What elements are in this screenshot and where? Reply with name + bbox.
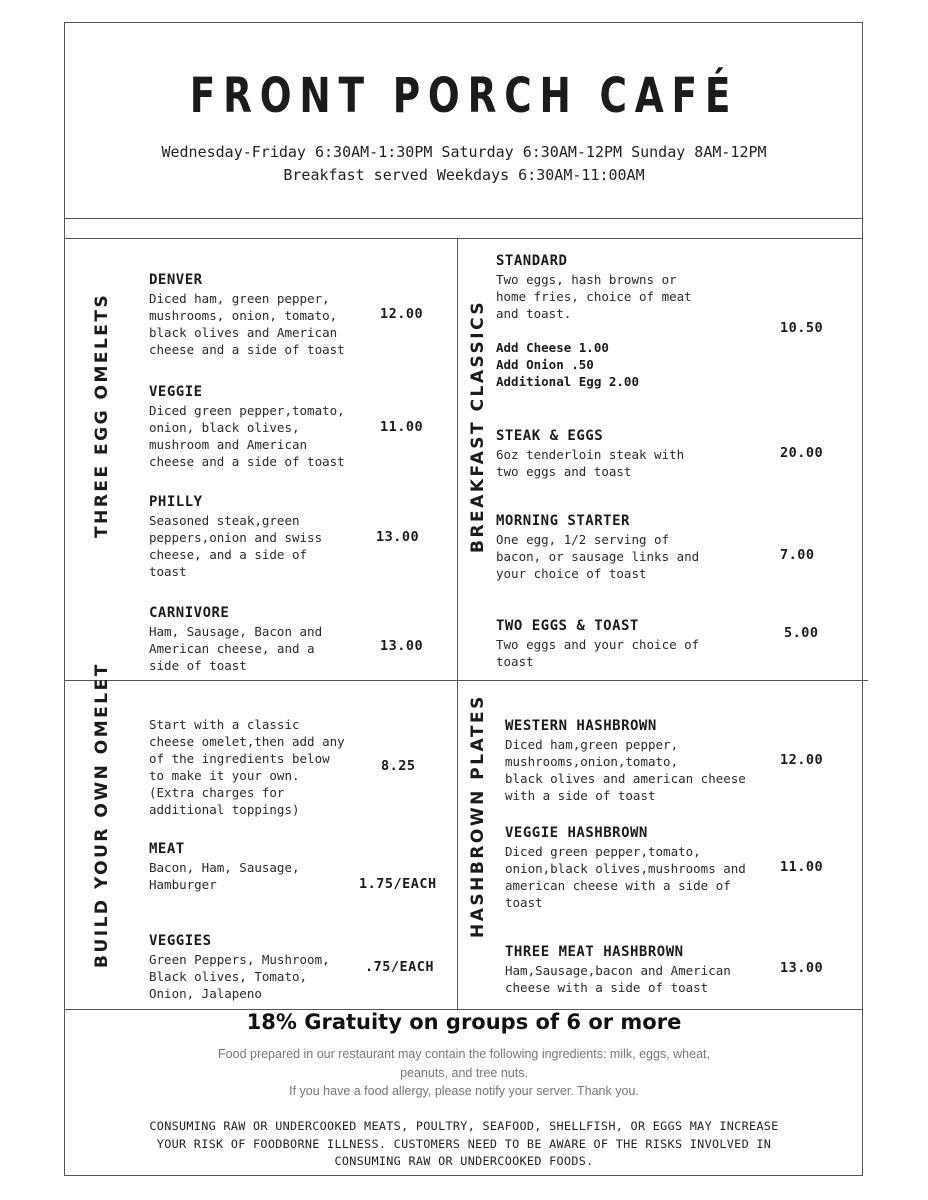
menu-item-morning-starter bbox=[496, 513, 699, 582]
menu-item-three-meat-hashbrown bbox=[505, 944, 731, 996]
menu-item-meat bbox=[149, 841, 300, 893]
item-description: Ham, Sausage, Bacon and American cheese, and a side of toast bbox=[149, 624, 323, 673]
item-description: 6oz tenderloin steak with two eggs and toast bbox=[496, 447, 685, 479]
item-name: THREE MEAT HASHBROWN bbox=[505, 944, 684, 960]
item-description: Diced green pepper,tomato, onion,black olives,mushrooms and american cheese with a side of toast bbox=[505, 844, 746, 910]
warning-line-1: CONSUMING RAW OR UNDERCOOKED MEATS, POULTRY, SEAFOOD, SHELLFISH, OR EGGS MAY INCREASE bbox=[149, 1119, 779, 1133]
item-description: Diced ham, green pepper, mushrooms, onion, tomato, black olives and American cheese and a side of toast bbox=[149, 291, 345, 357]
item-name: TWO EGGS & TOAST bbox=[496, 618, 639, 634]
item-description: Bacon, Ham, Sausage, Hamburger bbox=[149, 860, 300, 892]
item-name: STEAK & EGGS bbox=[496, 428, 604, 444]
item-description: Green Peppers, Mushroom, Black olives, Tomato, Onion, Jalapeno bbox=[149, 952, 330, 1001]
item-name: WESTERN HASHBROWN bbox=[505, 718, 657, 734]
item-price: 13.00 bbox=[380, 638, 424, 654]
menu-item-western-hashbrown bbox=[505, 718, 746, 804]
hours-line-1: Wednesday-Friday 6:30AM-1:30PM Saturday 6:30AM-12PM Sunday 8AM-12PM bbox=[161, 143, 767, 161]
item-addons: Add Cheese 1.00 Add Onion .50 Additional Egg 2.00 bbox=[496, 340, 639, 389]
item-price: 13.00 bbox=[780, 960, 824, 976]
item-price: 12.00 bbox=[780, 752, 824, 768]
menu-item-carnivore bbox=[149, 605, 322, 674]
item-price: 20.00 bbox=[780, 445, 824, 461]
item-name: VEGGIE bbox=[149, 384, 203, 400]
menu-item-philly bbox=[149, 494, 322, 580]
item-name: VEGGIE HASHBROWN bbox=[505, 825, 648, 841]
item-name: PHILLY bbox=[149, 494, 203, 510]
menu-item-standard bbox=[496, 253, 692, 390]
section-label-classics: BREAKFAST CLASSICS bbox=[468, 299, 488, 553]
item-description: One egg, 1/2 serving of bacon, or sausage links and your choice of toast bbox=[496, 532, 700, 581]
hours-line-2: Breakfast served Weekdays 6:30AM-11:00AM bbox=[283, 166, 645, 184]
menu-item-veggie-hashbrown bbox=[505, 825, 751, 911]
allergy-line-1: Food prepared in our restaurant may contain the following ingredients: milk, eggs, wheat, bbox=[218, 1047, 710, 1061]
page-title: FRONT PORCH CAFÉ bbox=[189, 68, 739, 124]
section-divider-middle bbox=[64, 680, 868, 681]
gratuity-notice: 18% Gratuity on groups of 6 or more bbox=[246, 1010, 682, 1034]
warning-line-3: CONSUMING RAW OR UNDERCOOKED FOODS. bbox=[334, 1154, 594, 1168]
menu-item-steak-eggs bbox=[496, 428, 684, 480]
item-description: Start with a classic cheese omelet,then add any of the ingredients below to make it your own. (Extra charges for additional toppings) bbox=[149, 717, 345, 817]
item-name: MORNING STARTER bbox=[496, 513, 630, 529]
item-price: 7.00 bbox=[780, 547, 815, 563]
build-intro bbox=[149, 716, 345, 818]
item-name: MEAT bbox=[149, 841, 185, 857]
menu-item-denver bbox=[149, 272, 345, 358]
item-name: CARNIVORE bbox=[149, 605, 230, 621]
item-price: 13.00 bbox=[376, 529, 420, 545]
header-divider bbox=[64, 218, 863, 219]
item-description: Two eggs and your choice of toast bbox=[496, 637, 700, 669]
column-divider bbox=[457, 238, 458, 1010]
item-price: 5.00 bbox=[784, 625, 819, 641]
section-label-hashbrown: HASHBROWN PLATES bbox=[468, 694, 488, 938]
menu-frame bbox=[64, 22, 863, 1176]
section-divider-top bbox=[64, 238, 863, 239]
item-price: .75/EACH bbox=[365, 959, 435, 975]
menu-item-two-eggs-toast bbox=[496, 618, 699, 670]
item-price: 11.00 bbox=[380, 419, 424, 435]
allergy-line-3: If you have a food allergy, please notify your server. Thank you. bbox=[289, 1084, 639, 1098]
menu-item-veggies bbox=[149, 933, 330, 1002]
allergy-line-2: peanuts, and tree nuts. bbox=[400, 1066, 528, 1080]
item-description: Diced ham,green pepper, mushrooms,onion,tomato, black olives and american cheese with a side of toast bbox=[505, 737, 746, 803]
warning-line-2: YOUR RISK OF FOODBORNE ILLNESS. CUSTOMERS NEED TO BE AWARE OF THE RISKS INVOLVED IN bbox=[156, 1136, 772, 1151]
item-price: 10.50 bbox=[780, 320, 824, 336]
item-price: 1.75/EACH bbox=[359, 876, 437, 892]
item-description: Diced green pepper,tomato, onion, black olives, mushroom and American cheese and a side of toast bbox=[149, 403, 345, 469]
item-name: DENVER bbox=[149, 272, 203, 288]
item-price: 8.25 bbox=[381, 758, 416, 774]
item-name: STANDARD bbox=[496, 253, 568, 269]
section-label-build: BUILD YOUR OWN OMELET bbox=[92, 662, 112, 968]
menu-item-veggie bbox=[149, 384, 345, 470]
item-description: Ham,Sausage,bacon and American cheese with a side of toast bbox=[505, 963, 731, 995]
raw-food-warning bbox=[110, 1118, 818, 1171]
item-description: Seasoned steak,green peppers,onion and swiss cheese, and a side of toast bbox=[149, 513, 323, 579]
item-price: 11.00 bbox=[780, 859, 824, 875]
item-description: Two eggs, hash browns or home fries, choice of meat and toast. bbox=[496, 272, 692, 321]
section-label-omelets: THREE EGG OMELETS bbox=[92, 292, 112, 538]
item-price: 12.00 bbox=[380, 306, 424, 322]
item-name: VEGGIES bbox=[149, 933, 212, 949]
